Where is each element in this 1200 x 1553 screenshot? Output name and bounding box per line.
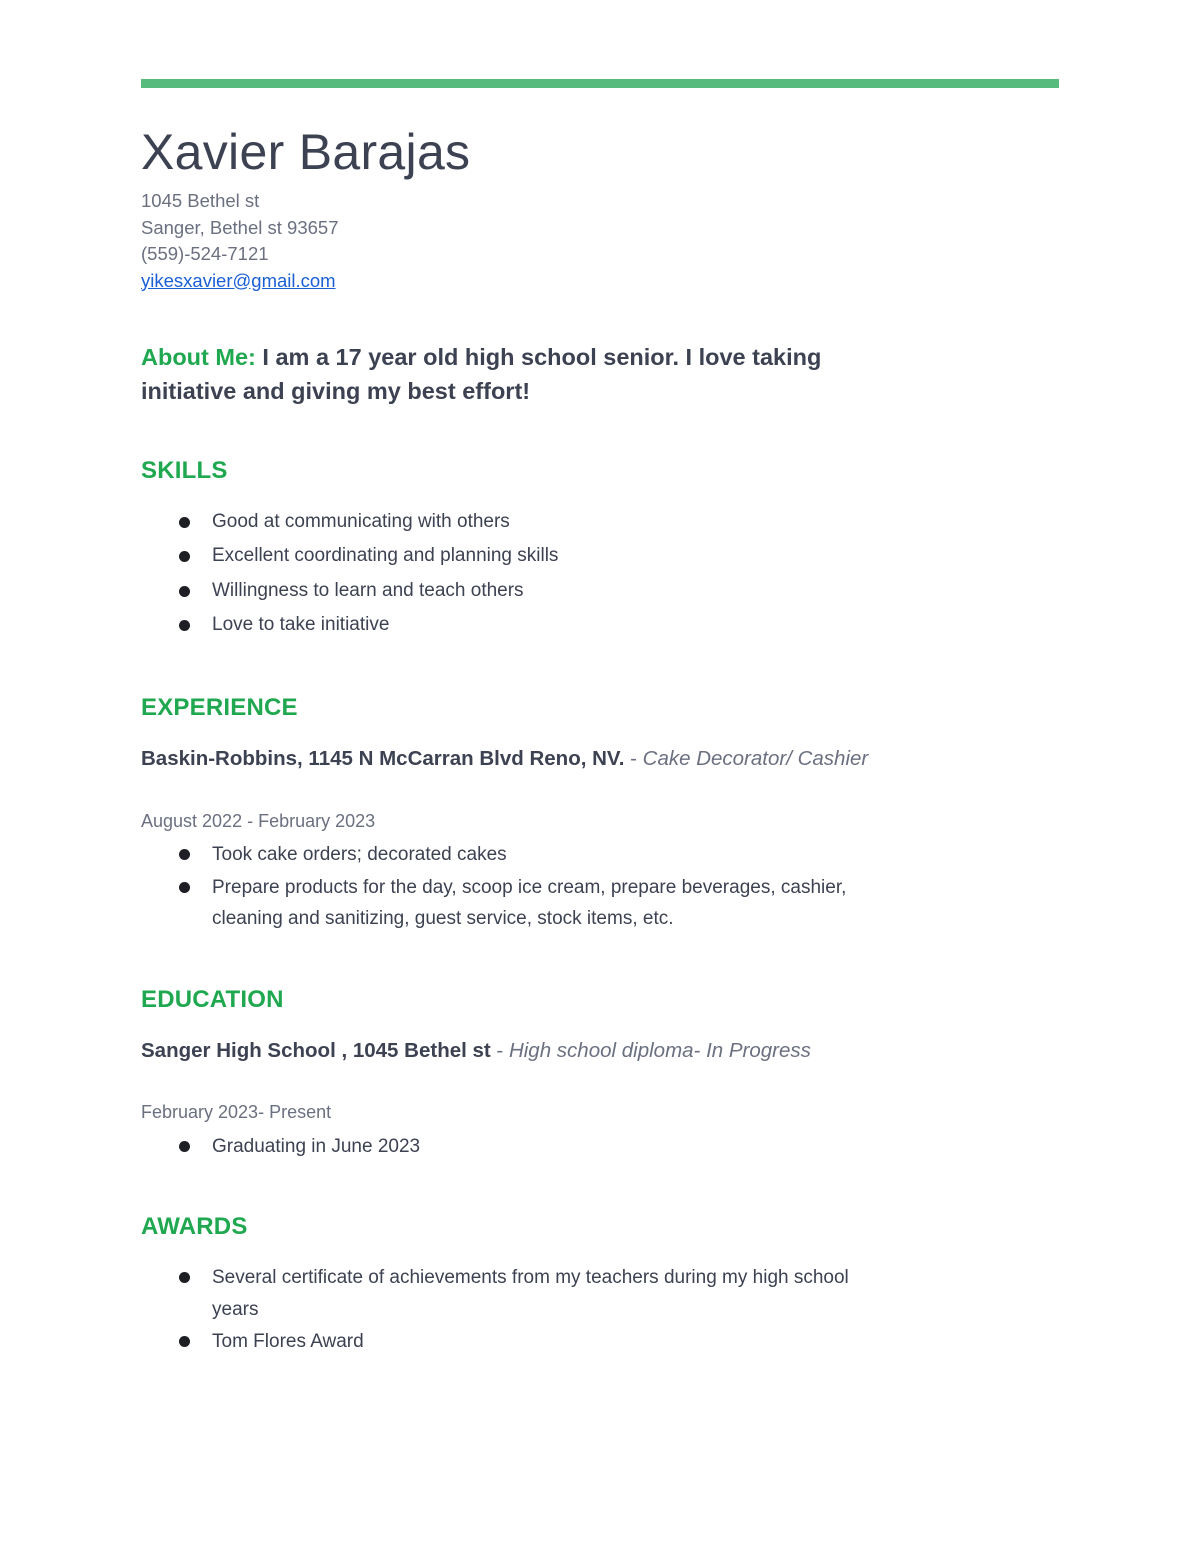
education-title bbox=[141, 1037, 821, 1066]
list-item bbox=[141, 872, 876, 934]
list-item bbox=[141, 505, 841, 539]
experience-separator: - bbox=[624, 747, 643, 770]
experience-list bbox=[141, 839, 876, 936]
email-link[interactable]: yikesxavier@gmail.com bbox=[141, 269, 336, 291]
education-role: High school diploma- In Progress bbox=[508, 1039, 811, 1062]
experience-item-text: Took cake orders; decorated cakes bbox=[212, 844, 507, 865]
awards-heading: AWARDS bbox=[141, 1213, 248, 1240]
education-heading: EDUCATION bbox=[141, 986, 284, 1013]
header-accent-rule bbox=[141, 79, 1059, 88]
about-me bbox=[141, 340, 841, 408]
bullet-icon bbox=[179, 517, 190, 528]
education-list bbox=[141, 1131, 876, 1162]
skills-heading: SKILLS bbox=[141, 457, 228, 484]
list-item bbox=[141, 1262, 876, 1326]
address-line-2: Sanger, Bethel st 93657 bbox=[141, 216, 339, 238]
experience-title bbox=[141, 745, 881, 774]
bullet-icon bbox=[179, 620, 190, 631]
experience-dates: August 2022 - February 2023 bbox=[141, 811, 376, 831]
skills-list bbox=[141, 505, 841, 642]
skill-text: Willingness to learn and teach others bbox=[212, 579, 524, 601]
bullet-icon bbox=[179, 1141, 190, 1152]
resume-name: Xavier Barajas bbox=[141, 124, 471, 180]
awards-list bbox=[141, 1262, 876, 1358]
education-item-text: Graduating in June 2023 bbox=[212, 1136, 421, 1157]
about-me-text: I am a 17 year old high school senior. I love taking initiative and giving my best effort! bbox=[141, 344, 822, 404]
phone-number: (559)-524-7121 bbox=[141, 243, 269, 264]
skill-text: Good at communicating with others bbox=[212, 511, 510, 532]
list-item bbox=[141, 839, 876, 870]
experience-item-text: Prepare products for the day, scoop ice cream, prepare beverages, cashier, cleaning and sanitizing, guest service, stock items, etc. bbox=[212, 877, 847, 929]
address-line-1: 1045 Bethel st bbox=[141, 190, 260, 211]
list-item bbox=[141, 574, 841, 608]
education-dates: February 2023- Present bbox=[141, 1102, 332, 1122]
list-item bbox=[141, 1326, 876, 1358]
education-org: Sanger High School , 1045 Bethel st bbox=[141, 1039, 491, 1062]
list-item bbox=[141, 1131, 876, 1162]
bullet-icon bbox=[179, 1272, 190, 1283]
bullet-icon bbox=[179, 551, 190, 562]
list-item bbox=[141, 539, 841, 573]
about-me-label: About Me: bbox=[141, 344, 256, 370]
bullet-icon bbox=[179, 849, 190, 860]
education-separator: - bbox=[490, 1039, 509, 1062]
experience-heading: EXPERIENCE bbox=[141, 694, 298, 721]
skill-text: Love to take initiative bbox=[212, 613, 390, 635]
bullet-icon bbox=[179, 1336, 190, 1347]
list-item bbox=[141, 608, 841, 642]
experience-org: Baskin-Robbins, 1145 N McCarran Blvd Reno, NV. bbox=[141, 747, 625, 770]
award-text: Tom Flores Award bbox=[212, 1331, 364, 1352]
bullet-icon bbox=[179, 882, 190, 893]
experience-role: Cake Decorator/ Cashier bbox=[642, 747, 869, 770]
skill-text: Excellent coordinating and planning skills bbox=[212, 545, 559, 567]
contact-block bbox=[141, 188, 338, 294]
award-text: Several certificate of achievements from my teachers during my high school years bbox=[212, 1267, 849, 1320]
bullet-icon bbox=[179, 586, 190, 597]
